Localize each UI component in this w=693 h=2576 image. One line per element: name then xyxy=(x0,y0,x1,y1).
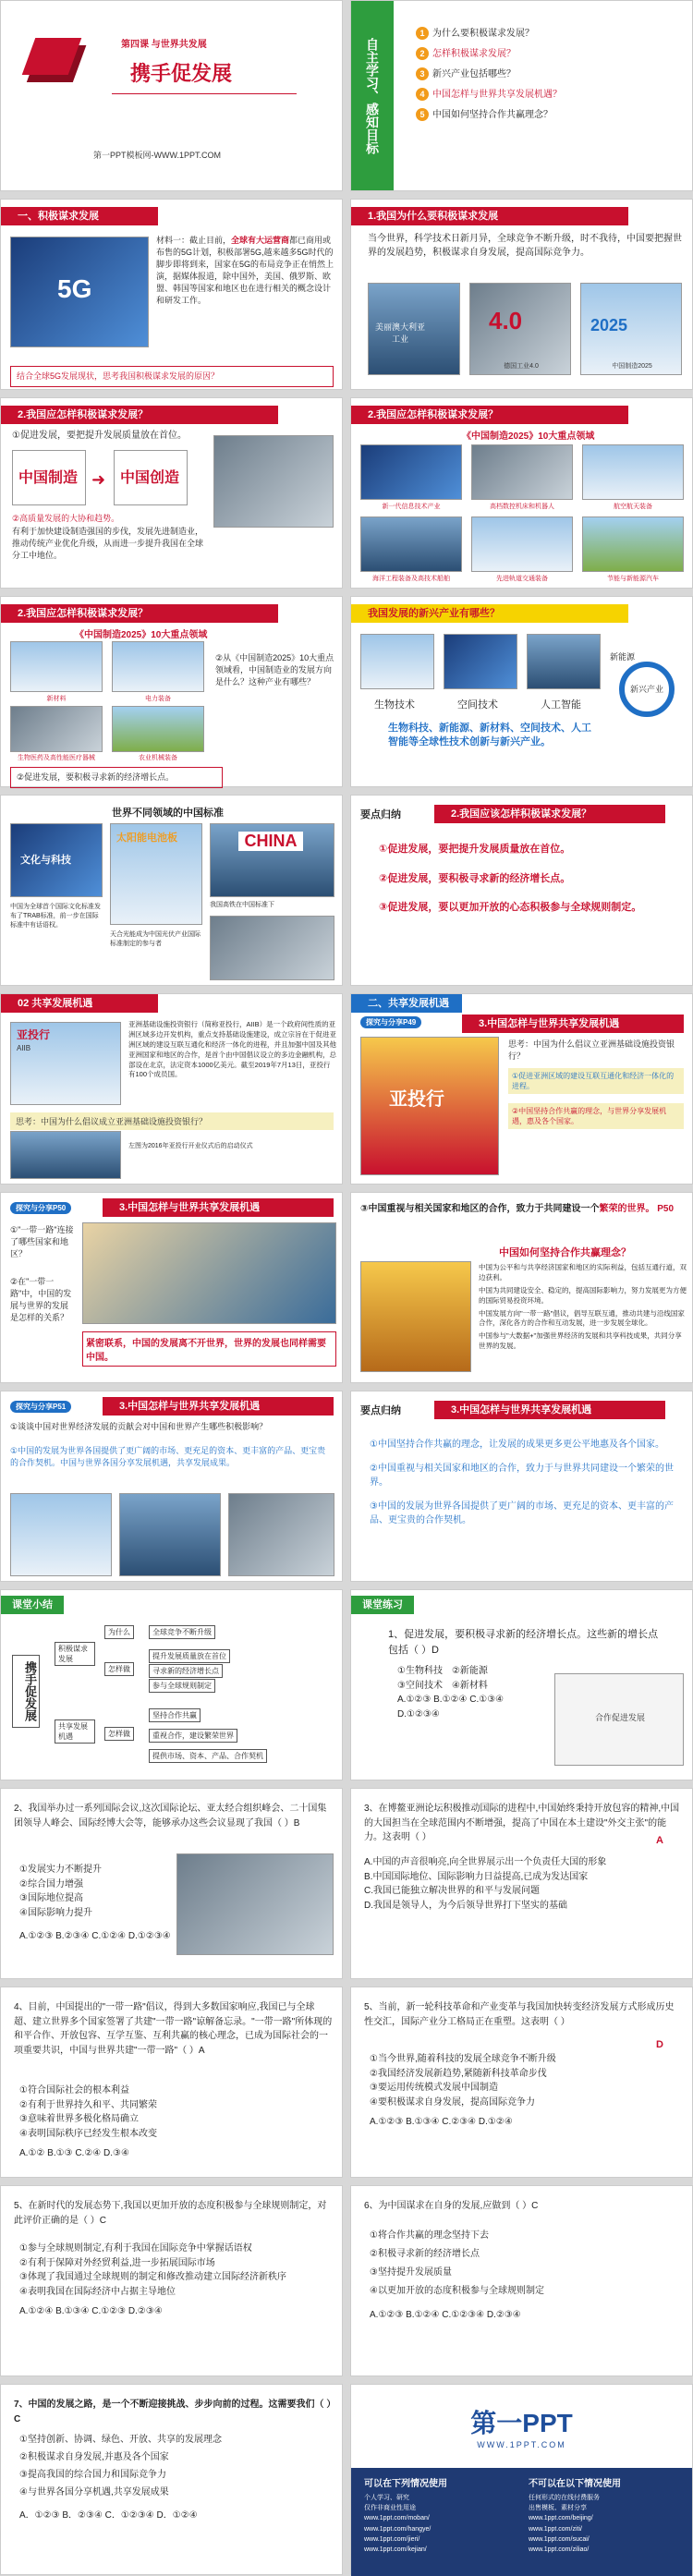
field-image xyxy=(112,641,204,692)
australia-caption: 美丽澳大利亚工业 xyxy=(374,322,425,344)
field-image xyxy=(471,516,573,572)
aiib-poster xyxy=(360,1037,499,1175)
section-bar: 02 共享发展机遇 xyxy=(1,994,158,1013)
slide-13-belt-road xyxy=(0,1192,343,1383)
exercise-option: ②有利于世界持久和平、共同繁荣 xyxy=(19,2099,157,2110)
exercise-option: ④国际影响力提升 xyxy=(19,1907,92,1918)
field-image xyxy=(360,444,462,500)
section-bar: 2.我国应怎样积极谋求发展？ xyxy=(351,406,628,424)
exercise-answer: D xyxy=(656,2039,663,2050)
exercise-options xyxy=(397,1664,545,1721)
contribution-question: ①谈谈中国对世界经济发展的贡献会对中国和世界产生哪些积极影响？ xyxy=(10,1422,268,1431)
summary-heading: 要点归纳 xyxy=(360,1405,401,1416)
exercise-option: ③坚持提升发展质量 xyxy=(370,2267,452,2278)
field-caption: 海洋工程装备及高技术船舶 xyxy=(372,576,450,582)
created-in-china-image xyxy=(114,450,188,505)
objective-item xyxy=(416,106,562,121)
material-text xyxy=(156,235,336,307)
exercise-option: ④要积极谋求自身发展，提高国际竞争力 xyxy=(370,2096,535,2108)
belt-question-1: ①"一带一路"连接了哪些国家和地区？ xyxy=(10,1225,74,1259)
why-text: 当今世界，科学技术日新月异，全球竞争不断升级，时不我待，中国要把握世界的发展趋势，积极谋求自身发展，提高国际竞争力。 xyxy=(368,234,682,258)
credits-col-allowed xyxy=(364,2475,517,2555)
summary-point: ②促进发展，要积极寻求新的经济增长点。 xyxy=(379,872,571,884)
explore-badge xyxy=(360,1016,421,1028)
win-answer: 中国为共同建设安全、稳定的，提高国际影响力，努力发展更为方便的国际贸易投资环境。 xyxy=(479,1285,687,1305)
field-caption: 生物医药及高性能医疗器械 xyxy=(18,755,95,761)
exercise-option: ③意味着世界多极化格局确立 xyxy=(19,2114,139,2124)
credits-line: www.1ppt.com/ziti/ xyxy=(529,2525,582,2533)
exercise-choices: A.①②③ B.②③④ C.①②④ D.①②③④ xyxy=(19,1931,171,1941)
exercise-options xyxy=(19,2242,334,2319)
credits-body xyxy=(351,2468,692,2576)
germany-image: 4.0 德国工业4.0 xyxy=(469,283,571,375)
field-image xyxy=(582,444,684,500)
mindmap-node: 为什么 xyxy=(104,1625,134,1639)
win-answers xyxy=(479,1263,687,1352)
belt-conclusion: 紧密联系，中国的发展离不开世界，世界的发展也同样需要中国。 xyxy=(82,1331,336,1367)
solar-image xyxy=(110,823,202,925)
credits-line: www.1ppt.com/moban/ xyxy=(364,2515,430,2522)
5g-image: 5G xyxy=(10,237,149,347)
objective-text: 新兴产业包括哪些？ xyxy=(432,69,516,79)
objective-num: 3 xyxy=(416,67,429,80)
mindmap-leaf: 提升发展质量放在首位 xyxy=(149,1649,230,1663)
explore-badge-label: 探究与分享P50 xyxy=(10,1202,71,1214)
aiib-image-title: 亚投行 xyxy=(17,1028,51,1041)
made-in-china-label: 中国制造 xyxy=(18,470,79,486)
exercise-choices: A.①②③ B.①②④ C.①③④ D.①②③④ xyxy=(397,1695,505,1719)
objectives-list xyxy=(416,19,562,127)
objective-num: 1 xyxy=(416,27,429,40)
slide-12-share xyxy=(350,993,693,1185)
solar-caption: 天合光能成为中国光伏产业国际标准制定的参与者 xyxy=(110,931,201,948)
aiib-image-sub: AIIB xyxy=(17,1044,31,1052)
field-image xyxy=(582,516,684,572)
exercise-option: ③空间技术 xyxy=(397,1680,443,1691)
standards-image xyxy=(10,823,103,897)
exercise-option: B.中国国际地位、国际影响力日益提高,已成为发达国家 xyxy=(364,1871,589,1882)
contribution-image xyxy=(119,1493,221,1576)
section-bar: 3.中国怎样与世界共享发展机遇 xyxy=(462,1015,684,1033)
exercise-options xyxy=(370,2052,556,2130)
section-bar: 课堂练习 xyxy=(351,1596,414,1614)
share-answer-1: ①促进亚洲区域的建设互联互通化和经济一体化的进程。 xyxy=(508,1068,684,1094)
slide-25-exercise-8 xyxy=(0,2384,343,2575)
material-lead: 材料一：截止目前， xyxy=(156,236,232,245)
field-caption: 航空航天装备 xyxy=(614,504,652,510)
exercise-question: 5、当前，新一轮科技革命和产业变革与我国加快转变经济发展方式形成历史性交汇，国际产业分工格局正在重塑。这表明（ ） xyxy=(364,2002,675,2027)
fields-subtitle: 《中国制造2025》10大重点领域 xyxy=(75,630,208,640)
credits-line: www.1ppt.com/beijing/ xyxy=(529,2515,593,2522)
exercise-answer: A xyxy=(656,1835,663,1846)
objective-text: 为什么要积极谋求发展？ xyxy=(432,29,534,39)
exercise-options xyxy=(19,2084,157,2161)
rail-caption: 我国高铁在中国标准下 xyxy=(210,902,274,908)
lab-image xyxy=(210,916,334,980)
exercise-option: ④以更加开放的态度积极参与全球规则制定 xyxy=(370,2286,544,2296)
slide-24-exercise-7 xyxy=(350,2185,693,2376)
emerging-image xyxy=(360,634,434,689)
mindmap-leaf: 参与全球规则制定 xyxy=(149,1679,215,1693)
credits-url: WWW.1PPT.COM xyxy=(477,2440,566,2449)
section-bar: 2.我国应怎样积极谋求发展？ xyxy=(1,604,278,623)
credits-line: www.1ppt.com/sucai/ xyxy=(529,2535,590,2543)
contribution-answer: ①中国的发展为世界各国提供了更广阔的市场、更充足的资本、更丰富的产品、更宝贵的合作契机。中国与世界各国分享发展机遇，共享发展成果。 xyxy=(10,1446,326,1468)
section-bar: 我国发展的新兴产业有哪些？ xyxy=(351,604,628,623)
summary-list xyxy=(370,1438,684,1528)
emerging-summary: 生物科技、新能源、新材料、空间技术、人工智能等全球性技术创新与新兴产业。 xyxy=(388,723,591,748)
slide-1-cover xyxy=(0,0,343,191)
belt-road-map xyxy=(82,1222,336,1324)
exercise-option: ④表明我国在国际经济中占据主导地位 xyxy=(19,2286,176,2297)
camel-image xyxy=(360,1261,471,1372)
exercise-option: ①将合作共赢的理念坚持下去 xyxy=(370,2230,489,2241)
exercise-question: 3、在博鳌亚洲论坛积极推动国际的进程中,中国始终秉持开放包容的精神,中国的大国担当在全球范围内不断增强，提高了中国在本土建设"外交主张"的能力。这表明（ ） xyxy=(364,1804,680,1842)
field-image xyxy=(471,444,573,500)
field-image xyxy=(112,706,204,752)
share-answer-2: ②中国坚持合作共赢的理念，与世界分享发展机遇，惠及各个国家。 xyxy=(508,1103,684,1129)
exercise-option: ②综合国力增强 xyxy=(19,1878,83,1889)
win-answer: 中国发展方向"一带一路"倡议，倡导互联互通，推动共建与沿线国家合作，深化各方的合作和互动发展，进一步发展全球化。 xyxy=(479,1308,685,1328)
made-in-china-image xyxy=(12,450,86,505)
australia-image xyxy=(368,283,460,375)
cover-subtitle: 第四课 与世界共发展 xyxy=(121,40,207,50)
mindmap-leaf: 坚持合作共赢 xyxy=(149,1708,201,1722)
aiib-ceremony-image xyxy=(10,1131,121,1179)
explore-badge xyxy=(10,1401,71,1413)
material-highlight: 全球有大运营商 xyxy=(231,236,290,245)
solar-label: 太阳能电池板 xyxy=(116,832,177,844)
china-2025-image: 2025 中国制造2025 xyxy=(580,283,682,375)
objective-num: 4 xyxy=(416,88,429,101)
exercise-options xyxy=(19,1863,171,1944)
field-caption: 农业机械装备 xyxy=(139,755,177,761)
cover-red-shape xyxy=(22,38,82,75)
cooperation-image xyxy=(554,1673,684,1766)
credits-col-title: 可以在下列情况使用 xyxy=(364,2479,447,2489)
exercise-question: 7、中国的发展之路，是一个不断迎接挑战、步步向前的过程。这需要我们（ ）C xyxy=(14,2400,332,2424)
exercise-choices: A.①②③ B.①③④ C.②③④ D.①②④ xyxy=(370,2117,513,2127)
summary-heading: 要点归纳 xyxy=(360,809,401,820)
emerging-image xyxy=(444,634,517,689)
standards-title: 世界不同领域的中国标准 xyxy=(112,808,224,819)
credits-col-title: 不可以在以下情况使用 xyxy=(529,2479,621,2489)
exercise-choices: A.①② B.①③ C.②④ D.③④ xyxy=(19,2148,129,2158)
slide-21-exercise-4 xyxy=(0,1987,343,2178)
belt-question-2: ②在"一带一路"中，中国的发展与世界的发展是怎样的关系？ xyxy=(10,1277,72,1323)
exercise-option: ③要运用传统模式发展中国制造 xyxy=(370,2083,498,2093)
credits-line: www.1ppt.com/kejian/ xyxy=(364,2546,427,2553)
mindmap-branch: 积极谋求发展 xyxy=(55,1642,95,1666)
objective-text: 怎样积极谋求发展？ xyxy=(432,49,516,59)
emerging-label: 新能源 xyxy=(610,652,636,662)
exercise-options xyxy=(19,2431,334,2524)
objective-num: 5 xyxy=(416,108,429,121)
exercise-question: 5、在新时代的发展态势下,我国以更加开放的态度积极参与全球规则制定，对此评价正确的是（ ）C xyxy=(14,2201,327,2226)
exercise-options xyxy=(364,1855,683,1913)
section-bar: 3.中国怎样与世界共享发展机遇 xyxy=(103,1397,334,1416)
section-bar: 3.中国怎样与世界共享发展机遇 xyxy=(434,1401,665,1419)
credits-line: www.1ppt.com/jieri/ xyxy=(364,2535,420,2543)
cooperation-caption: 合作促进发展 xyxy=(594,1713,645,1722)
slide-10-summary xyxy=(350,795,693,986)
exercise-option: D.我国是领导人，为今后领导世界打下坚实的基础 xyxy=(364,1900,567,1911)
how-point-1: ①促进发展，要把提升发展质量放在首位。 xyxy=(12,431,187,441)
slide-4-why xyxy=(350,199,693,390)
share-question: 思考：中国为什么倡议立亚洲基础设施投资银行？ xyxy=(508,1039,675,1062)
slide-3-5g xyxy=(0,199,343,390)
exercise-question: 4、目前，中国提出的"一带一路"倡议，得到大多数国家响应,我国已与全球超、建立世界多个国家签署了共建"一带一路"谅解备忘录。"一带一路"所体现的和平合作、开放包容、互学互鉴、互利共赢的核心理念，已成为国际社会的一项重要共识，中国与世界共建"一带一路"（ ）A xyxy=(14,2002,333,2056)
exercise-question: 1、促进发展，要积极寻求新的经济增长点。这些新的增长点包括（ ）D xyxy=(388,1629,659,1657)
rail-image xyxy=(210,823,334,897)
slide-22-exercise-5 xyxy=(350,1987,693,2178)
exercise-option: ①符合国际社会的根本利益 xyxy=(19,2085,129,2096)
slide-26-credits xyxy=(350,2384,693,2575)
mindmap-leaf: 寻求新的经济增长点 xyxy=(149,1664,223,1678)
emerging-label: 人工智能 xyxy=(541,699,581,711)
slide-19-exercise-2 xyxy=(0,1788,343,1979)
credits-logo: 第一PPT xyxy=(470,2409,573,2437)
field-caption: 节能与新能源汽车 xyxy=(607,576,659,582)
exercise-option: ③体现了我国通过全球规则的制定和修改推动建立国际经济新秩序 xyxy=(19,2272,286,2282)
credits-line: www.1ppt.com/ziliao/ xyxy=(529,2546,590,2553)
slide-17-mindmap xyxy=(0,1589,343,1780)
win-heading-highlight: 繁荣的世界。 xyxy=(599,1204,655,1214)
how-point-2: ②高质量发展的大协和趋势。 xyxy=(12,514,120,523)
exercise-question: 6、为中国谋求在自身的发展,应做到（ ）C xyxy=(364,2201,539,2211)
objective-item xyxy=(416,25,562,40)
emerging-ring: 新兴产业 xyxy=(619,662,675,717)
mindmap-node: 怎样做 xyxy=(104,1727,134,1741)
exercise-option: C.我国已能独立解决世界的和平与发展问题 xyxy=(364,1886,540,1896)
standards-image-label: 文化与科技 xyxy=(20,855,71,866)
field-caption: 电力装备 xyxy=(145,696,171,702)
credits-line: 仅作非商业性用途 xyxy=(364,2505,416,2512)
slide-2-objectives xyxy=(350,0,693,191)
section-bar: 2.我国应该怎样积极谋求发展？ xyxy=(434,805,665,823)
slide-9-standards xyxy=(0,795,343,986)
exercise-option: ①当今世界,随着科技的发展全球竞争不断升级 xyxy=(370,2054,556,2064)
emerging-image xyxy=(527,634,601,689)
credits-line: 出售模板、素材分享 xyxy=(529,2505,587,2512)
arrow-icon: ➜ xyxy=(91,470,106,489)
exercise-option: ④新材料 xyxy=(451,1680,488,1691)
objectives-sidebar: 自主学习、感知目标 xyxy=(351,1,394,190)
exercise-choices: A.①②③ B.①②④ C.①②③④ D.②③④ xyxy=(370,2310,521,2320)
summary-point: ①中国坚持合作共赢的理念，让发展的成果更多更公平地惠及各个国家。 xyxy=(370,1440,664,1450)
summary-point: ②中国重视与相关国家和地区的合作，致力于与世界共同建设一个繁荣的世界。 xyxy=(370,1463,674,1488)
section-bar: 2.我国应怎样积极谋求发展？ xyxy=(1,406,278,424)
summit-image xyxy=(176,1853,334,1955)
question-box: 结合全球5G发展现状，思考我国积极谋求发展的原因？ xyxy=(10,366,334,387)
summary-point: ①促进发展，要把提升发展质量放在首位。 xyxy=(379,844,571,855)
cover-title: 携手促发展 xyxy=(130,62,233,85)
win-heading-ref: P50 xyxy=(657,1204,675,1214)
standards-left-caption: 中国为全球首个国际文化标准发布了TRAB标准，前一步在国际标准中有话语权。 xyxy=(10,904,101,930)
credits-col-forbidden xyxy=(529,2475,681,2555)
credits-header xyxy=(351,2385,692,2468)
aiib-question: 思考：中国为什么倡议成立亚洲基础设施投资银行？ xyxy=(10,1112,334,1130)
mindmap-leaf: 提供市场、资本、产品、合作契机 xyxy=(149,1749,267,1763)
mindmap-leaf: 全球竞争不断升级 xyxy=(149,1625,215,1639)
exercise-option: ④与世界各国分享机遇,共享发展成果 xyxy=(19,2487,169,2497)
field-image xyxy=(360,516,462,572)
slide-20-exercise-3 xyxy=(350,1788,693,1979)
exercise-option: ②有利于保障对外经贸利益,进一步拓展国际市场 xyxy=(19,2257,215,2268)
win-heading xyxy=(360,1202,684,1216)
objective-item xyxy=(416,45,562,60)
material-mid: 都已商用或布售的5G计划，积极部署5G, xyxy=(156,236,332,258)
slide-23-exercise-6 xyxy=(0,2185,343,2376)
how-point-3: 有利于加快建设制造强国的步伐，发展先进制造业，推动传统产业优化升级，从而进一步提升我国在全球分工中地位。 xyxy=(12,527,204,561)
emerging-label: 空间技术 xyxy=(457,699,498,711)
material-rest: 越来越多5G时代的脚步即将到来，国家在5G的布局竞争正在悄然上演，据媒体报道，除中国外，美国、俄罗斯、欧盟、韩国等国家和地区也在进行相关的概念设计和研发工作。 xyxy=(156,248,334,306)
exercise-option: ③国际地位提高 xyxy=(19,1893,83,1903)
credits-line: 个人学习、研究 xyxy=(364,2495,409,2501)
win-answer: 中国参与"大数据+"加强世界经济的发展和共享科技成果，共同分享世界的发展。 xyxy=(479,1331,682,1351)
exercise-option: ①生物科技 xyxy=(397,1666,443,1676)
objective-text: 中国如何坚持合作共赢理念？ xyxy=(432,110,553,120)
slide-15-contribution xyxy=(0,1391,343,1582)
summary-point: ③促进发展，要以更加开放的心态积极参与全球规则制定。 xyxy=(379,902,642,914)
slide-5-how xyxy=(0,397,343,589)
objective-item xyxy=(416,66,562,80)
mindmap-leaf: 重视合作，建设繁荣世界 xyxy=(149,1729,237,1743)
section-bar: 一、积极谋求发展 xyxy=(1,207,158,225)
section-bar: 1.我国为什么要积极谋求发展 xyxy=(351,207,628,225)
aiib-image xyxy=(10,1022,121,1105)
exercise-option: ③提高我国的综合国力和国际竞争力 xyxy=(19,2470,166,2480)
slide-6-fields xyxy=(350,397,693,589)
mindmap-node: 怎样做 xyxy=(104,1662,134,1676)
exercise-option: ②积极谋求自身发展,并惠及各个国家 xyxy=(19,2452,169,2462)
exercise-option: ④表明国际秩序已经发生根本改变 xyxy=(19,2128,157,2139)
mindmap-root: 携手促发展 xyxy=(12,1655,40,1728)
exercise-choices: A.①②④ B.①③④ C.①②③ D.②③④ xyxy=(19,2306,163,2316)
exercise-option: ②积极寻求新的经济增长点 xyxy=(370,2249,480,2259)
slide-14-win-win xyxy=(350,1192,693,1383)
china-2025-caption: 中国制造2025 xyxy=(612,363,652,370)
win-heading-text: ③中国重视与相关国家和地区的合作，致力于共同建设一个 xyxy=(360,1204,600,1214)
rail-label: CHINA xyxy=(238,832,303,851)
fields-conclusion: ②促进发展，要积极寻求新的经济增长点。 xyxy=(10,767,223,788)
exercise-option: ①发展实力不断提升 xyxy=(19,1865,102,1875)
mindmap-branch: 共享发展机遇 xyxy=(55,1719,95,1744)
field-caption: 新一代信息技术产业 xyxy=(382,504,441,510)
exercise-option: ②我国经济发展新趋势,紧随新科技革命步伐 xyxy=(370,2068,547,2079)
factory-image xyxy=(213,435,334,528)
section-bar: 课堂小结 xyxy=(1,1596,64,1614)
slide-7-fields-2 xyxy=(0,596,343,787)
slide-16-summary xyxy=(350,1391,693,1582)
fields-question: ②从《中国制造2025》10大重点领域看，中国制造业的发展方向是什么？这种产业有哪些？ xyxy=(215,653,334,687)
aiib-poster-title: 亚投行 xyxy=(389,1089,444,1110)
section-bar: 二、共享发展机遇 xyxy=(351,994,462,1013)
explore-badge-label: 探究与分享P51 xyxy=(10,1401,71,1413)
emerging-label: 生物技术 xyxy=(374,699,415,711)
field-caption: 先进轨道交通装备 xyxy=(496,576,548,582)
fields-subtitle: 《中国制造2025》10大重点领域 xyxy=(462,431,595,442)
objective-num: 2 xyxy=(416,47,429,60)
contribution-image xyxy=(228,1493,334,1576)
contribution-image xyxy=(10,1493,112,1576)
field-caption: 高档数控机床和机器人 xyxy=(490,504,554,510)
credits-line: 任何形式的在线付费服务 xyxy=(529,2495,600,2501)
aiib-caption: 左图为2016年亚投行开业仪式后的启动仪式 xyxy=(128,1143,253,1149)
summary-list xyxy=(379,842,675,917)
cover-rule xyxy=(112,93,297,94)
exercise-choices: A．①②③ B．②③④ C．①②③④ D．①②④ xyxy=(19,2510,198,2521)
section-bar: 3.中国怎样与世界共享发展机遇 xyxy=(103,1198,334,1217)
exercise-option: ①参与全球规则制定,有利于我国在国际竞争中掌握话语权 xyxy=(19,2243,252,2254)
exercise-options xyxy=(370,2227,684,2325)
slide-11-aiib xyxy=(0,993,343,1185)
cover-footer: 第一PPT模板网-WWW.1PPT.COM xyxy=(93,151,221,160)
exercise-option: ①坚持创新、协调、绿色、开放、共享的发展理念 xyxy=(19,2435,222,2445)
created-in-china-label: 中国创造 xyxy=(120,470,180,486)
win-answer: 中国为公平和与共享经济国家和地区的实际利益，包括互通行道，双边获利。 xyxy=(479,1263,687,1282)
exercise-option: ②新能源 xyxy=(451,1666,488,1676)
objective-text: 中国怎样与世界共享发展机遇？ xyxy=(432,90,562,100)
win-question: 中国如何坚持合作共赢理念？ xyxy=(499,1247,631,1258)
slide-18-exercise-1 xyxy=(350,1589,693,1780)
field-caption: 新材料 xyxy=(46,696,67,702)
aiib-text: 亚洲基础设施投资银行（简称亚投行，AIIB）是一个政府间性质的亚洲区域多边开发机构，重点支持基础设施建设，成立宗旨在于促进亚洲区域的建设互联互通化和经济一体化的进程，并且加强中国及其他亚洲国家和地区的合作，是首个由中国倡议设立的多边金融机构，总部设在北京，法定资本1000亿美元。截至2019年7月13日，亚投行有100个成员国。 xyxy=(128,1020,336,1079)
slide-8-emerging xyxy=(350,596,693,787)
explore-badge-label: 探究与分享P49 xyxy=(360,1016,421,1028)
credits-line: www.1ppt.com/hangye/ xyxy=(364,2525,432,2533)
exercise-question: 2、我国举办过一系列国际会议,这次国际论坛、亚太经合组织峰会、二十国集团领导人峰会、国际经博大会等，能够承办这些会议显现了我国（ ）B xyxy=(14,1804,327,1829)
germany-caption: 德国工业4.0 xyxy=(504,363,539,370)
exercise-option: A.中国的声音很响亮,向全世界展示出一个负责任大国的形象 xyxy=(364,1857,607,1867)
objective-item xyxy=(416,86,562,101)
summary-point: ③中国的发展为世界各国提供了更广阔的市场、更充足的资本、更丰富的产品、更宝贵的合作契机。 xyxy=(370,1501,674,1525)
explore-badge xyxy=(10,1202,71,1214)
field-image xyxy=(10,706,103,752)
field-image xyxy=(10,641,103,692)
